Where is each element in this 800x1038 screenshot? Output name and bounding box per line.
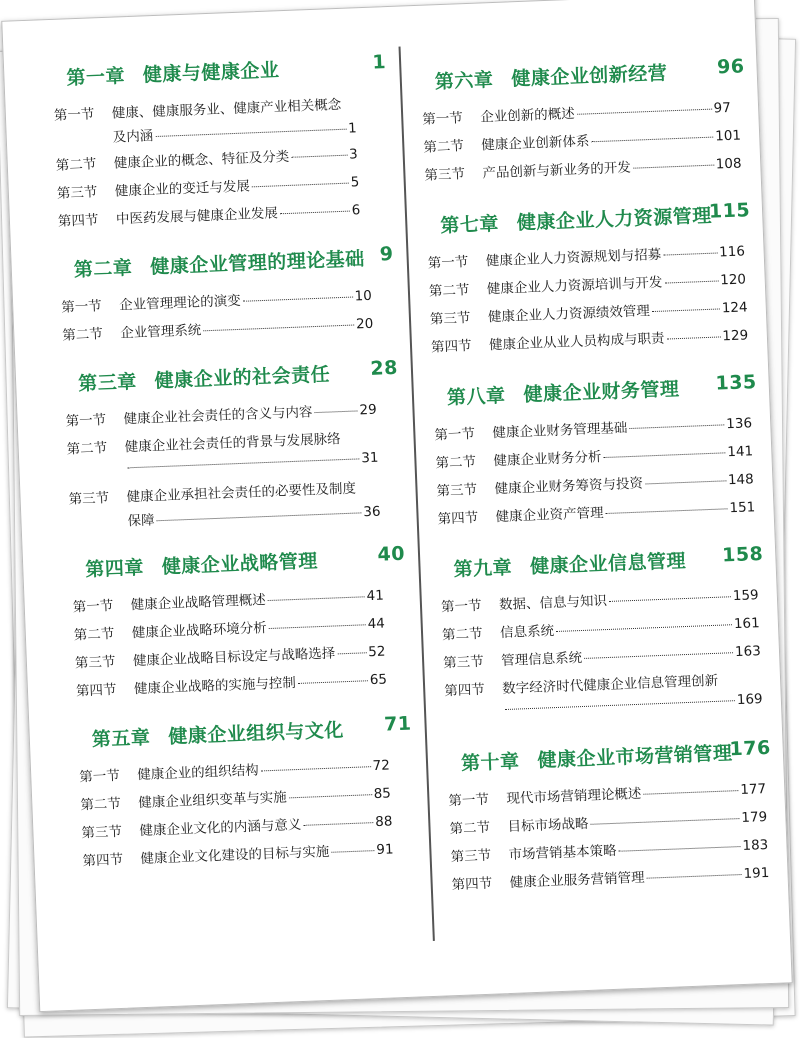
section-title: 现代市场营销理论概述: [506, 785, 642, 808]
leader-dots: [261, 766, 371, 771]
section-title: 企业创新的概述: [479, 105, 576, 126]
section-entry: [451, 861, 769, 893]
chapter-heading: [461, 737, 772, 776]
chapter-page-number: 176: [729, 736, 772, 761]
section-label: 第四节: [451, 875, 493, 894]
section-title: 健康企业文化建设的目标与实施: [140, 843, 330, 868]
section-page-number: 6: [351, 202, 361, 219]
section-entry: [442, 611, 760, 643]
section-page-number: 191: [743, 864, 770, 882]
section-title: 健康企业的组织结构: [136, 762, 260, 784]
section-title: 健康企业组织变革与实施: [138, 789, 288, 812]
section-entry-continued: [112, 116, 357, 145]
chapter-page-number: 115: [708, 199, 751, 223]
section-title: 健康企业的变迁与发展: [114, 178, 251, 200]
section-entry: [431, 323, 749, 355]
section-page-number: 159: [732, 587, 759, 605]
chapter-title: 健康企业组织与文化: [167, 719, 345, 748]
section-label: 第三节: [424, 166, 466, 184]
section-label: 第四节: [430, 338, 472, 356]
section-title: 健康、健康服务业、健康产业相关概念: [111, 96, 342, 122]
section-label: 第二节: [423, 138, 465, 156]
chapter-label: 第十章: [460, 750, 520, 775]
section-title: 健康企业创新体系: [481, 133, 590, 154]
chapter-page-number: 40: [377, 542, 406, 566]
chapter-heading: [66, 51, 387, 90]
section-title: 健康企业承担社会责任的必要性及制度: [126, 480, 357, 506]
section-title: 健康企业财务分析: [493, 449, 602, 470]
section-title: 健康企业战略管理概述: [130, 592, 266, 614]
section-title: 信息系统: [499, 623, 555, 642]
leader-dots: [629, 424, 724, 429]
leader-dots: [645, 480, 726, 484]
section-label: 第四节: [437, 509, 479, 528]
section-label: 第三节: [442, 653, 485, 672]
chapter-label: 第四章: [84, 556, 145, 582]
chapter-page-number: 158: [721, 542, 764, 567]
chapter-label: 第六章: [434, 68, 494, 94]
chapter-label: 第二章: [73, 256, 133, 282]
section-label: 第四节: [82, 851, 124, 870]
section-title: 产品创新与新业务的开发: [482, 159, 632, 182]
section-page-number: 88: [374, 813, 393, 831]
section-page-number: 163: [734, 643, 762, 661]
leader-dots: [664, 280, 718, 283]
section-title: 健康企业财务管理基础: [492, 420, 628, 442]
section-title: 健康企业文化的内涵与意义: [139, 816, 302, 840]
leader-dots: [666, 336, 720, 339]
section-title: 健康企业的概念、特征及分类: [113, 148, 290, 172]
section-page-number: 29: [359, 401, 377, 419]
section-page-number: 3: [348, 146, 359, 163]
leader-dots: [505, 700, 735, 710]
chapter-heading: [453, 543, 764, 582]
leader-dots: [252, 182, 349, 187]
leader-dots: [619, 846, 741, 852]
section-entry: [428, 267, 746, 299]
section-page-number: 1: [347, 120, 358, 137]
section-entry: [436, 467, 754, 499]
section-entry: [443, 639, 761, 671]
chapter-label: 第八章: [446, 384, 506, 409]
chapter-page-number: 9: [379, 242, 394, 266]
section-label: 第三节: [81, 823, 123, 842]
section-label: 第四节: [443, 681, 486, 700]
section-title: 健康企业社会责任的背景与发展脉络: [124, 431, 341, 456]
toc-left-column: [2, 7, 412, 870]
section-entry: [61, 284, 372, 316]
section-label: 第二节: [66, 440, 108, 458]
section-page-number: 183: [742, 837, 769, 854]
section-label: 第二节: [62, 326, 104, 344]
section-page-number: 120: [719, 271, 747, 289]
section-title: 健康企业社会责任的含义与内容: [123, 404, 313, 428]
chapter-heading: [85, 543, 406, 582]
leader-dots: [603, 452, 725, 458]
chapter-page-number: 96: [716, 55, 745, 79]
leader-dots: [298, 680, 368, 684]
section-page-number: 91: [376, 841, 394, 859]
section-title: 企业管理系统: [120, 322, 202, 342]
section-page-number: 65: [369, 671, 388, 689]
toc-page: [1, 0, 793, 1012]
section-entry: [72, 584, 384, 616]
section-label: 第三节: [436, 481, 478, 500]
chapter-heading: [440, 199, 751, 238]
chapter-label: 第七章: [440, 212, 500, 238]
section-entry: [80, 781, 391, 813]
toc-right-column: [402, 0, 772, 894]
section-label: 第三节: [429, 310, 471, 328]
section-label: 第二节: [441, 625, 483, 644]
leader-dots: [127, 458, 359, 468]
chapter-heading: [446, 371, 757, 410]
section-title: 管理信息系统: [500, 650, 583, 670]
section-label: 第一节: [53, 106, 95, 124]
section-page-number: 148: [727, 471, 754, 489]
chapter-heading: [434, 55, 745, 94]
section-title: 健康企业人力资源规划与招募: [485, 246, 662, 270]
leader-dots: [303, 822, 373, 826]
section-entry: [81, 809, 393, 841]
section-title: 市场营销基本策略: [508, 842, 617, 863]
leader-dots: [269, 624, 366, 629]
leader-dots: [643, 790, 738, 795]
leader-dots: [243, 296, 353, 301]
chapter-title: 健康企业人力资源管理: [516, 204, 713, 235]
section-label: 第一节: [72, 597, 114, 616]
section-label: 第一节: [79, 767, 121, 786]
chapter-label: 第五章: [91, 726, 151, 751]
leader-dots: [633, 164, 714, 168]
section-title: 中医药发展与健康企业发展: [115, 205, 279, 228]
section-entry: [430, 295, 748, 327]
section-entry: [441, 583, 759, 615]
section-title: 健康企业战略环境分析: [131, 620, 268, 642]
section-page-number: 101: [714, 127, 742, 145]
section-entry: [435, 439, 753, 471]
section-entry: [424, 152, 742, 184]
section-title: 健康企业战略目标设定与战略选择: [132, 645, 336, 670]
section-page-number: 31: [360, 449, 379, 467]
leader-dots: [203, 324, 354, 331]
section-label: 第二节: [73, 625, 115, 644]
section-page-number: 52: [367, 643, 386, 661]
chapter-title: 健康企业市场营销管理: [537, 742, 733, 772]
section-page-number: 151: [729, 499, 756, 517]
leader-dots: [609, 596, 731, 602]
section-entry: [449, 805, 767, 837]
section-entry: [82, 837, 394, 869]
leader-dots: [591, 136, 713, 142]
section-page-number: 161: [733, 615, 761, 633]
section-page-number: 129: [722, 327, 749, 345]
section-title: 健康企业战略的实施与控制: [133, 675, 297, 698]
section-label: 第三节: [74, 653, 116, 672]
chapter-page-number: 28: [369, 356, 399, 380]
leader-dots: [577, 108, 712, 114]
section-entry: [422, 96, 731, 128]
chapter-heading: [73, 243, 394, 282]
section-label: 第三节: [450, 847, 492, 866]
chapter-label: 第九章: [453, 556, 513, 581]
leader-dots: [584, 652, 733, 659]
leader-dots: [268, 596, 365, 601]
leader-dots: [289, 794, 372, 798]
section-page-number: 124: [721, 299, 748, 317]
section-entry: [73, 612, 385, 644]
chapter-heading: [91, 713, 412, 752]
section-title: 数据、信息与知识: [498, 593, 608, 614]
chapter-title: 健康企业创新经营: [510, 62, 668, 91]
section-label: 第一节: [65, 412, 107, 430]
leader-dots: [314, 410, 357, 413]
section-page-number: 44: [367, 615, 386, 633]
chapter-label: 第一章: [66, 65, 126, 90]
chapter-label: 第三章: [77, 370, 138, 396]
section-label: 第一节: [427, 254, 469, 272]
leader-dots: [647, 874, 742, 879]
section-title: 健康企业服务营销管理: [509, 869, 645, 891]
section-label: 第二节: [435, 453, 477, 472]
chapter-title: 健康企业管理的理论基础: [149, 248, 366, 279]
section-title: 企业管理理论的演变: [118, 292, 241, 314]
leader-dots: [280, 210, 350, 214]
section-entry: [62, 312, 374, 344]
section-label: 第三节: [56, 184, 98, 202]
section-label: 第一节: [440, 597, 482, 616]
leader-dots: [157, 512, 362, 521]
leader-dots: [291, 154, 347, 157]
chapter-title: 健康企业战略管理: [161, 550, 319, 579]
chapter-heading: [78, 357, 399, 396]
section-page-number: 5: [350, 174, 360, 191]
section-title: 健康企业资产管理: [495, 505, 604, 526]
chapter-page-number: 135: [715, 371, 758, 395]
section-entry: [79, 753, 390, 785]
section-entry: [65, 398, 377, 430]
section-page-number: 108: [715, 155, 742, 173]
section-page-number: 97: [713, 99, 732, 117]
section-entry: [55, 142, 358, 174]
leader-dots: [606, 508, 728, 514]
section-label: 第四节: [75, 681, 117, 700]
section-label: 第三节: [68, 490, 110, 508]
chapter-page-number: 1: [371, 51, 387, 74]
chapter-page-number: 71: [383, 712, 412, 736]
section-page-number: 85: [373, 785, 392, 803]
section-page-number: 20: [355, 315, 374, 333]
leader-dots: [556, 624, 732, 632]
section-label: 第四节: [57, 212, 99, 230]
chapter-title: 健康企业信息管理: [529, 549, 687, 578]
section-entry-continued: [127, 500, 381, 530]
section-label: 第一节: [422, 110, 464, 128]
section-entry: [56, 170, 359, 202]
leader-dots: [663, 252, 717, 255]
leader-dots: [590, 818, 739, 825]
section-entry: [75, 640, 386, 672]
leader-dots: [155, 128, 346, 136]
section-title: 健康企业从业人员构成与职责: [488, 330, 665, 354]
section-page-number: 10: [354, 287, 373, 305]
section-title-continued: 保障: [127, 512, 155, 530]
leader-dots: [331, 850, 374, 853]
section-label: 第一节: [60, 298, 103, 316]
section-title: 健康企业人力资源培训与开发: [486, 274, 663, 298]
section-page-number: 116: [718, 243, 746, 261]
section-entry: [450, 833, 768, 865]
section-entry: [76, 668, 388, 700]
section-page-number: 72: [372, 757, 391, 775]
section-label: 第一节: [448, 791, 490, 810]
section-page-number: 179: [741, 809, 768, 827]
section-label: 第二节: [55, 156, 97, 174]
chapter-title: 健康与健康企业: [142, 59, 280, 87]
chapter-title: 健康企业的社会责任: [154, 363, 331, 393]
chapter-title: 健康企业财务管理: [523, 378, 680, 407]
leader-dots: [652, 308, 720, 312]
section-label: 第二节: [449, 819, 491, 838]
section-page-number: 169: [736, 691, 763, 709]
section-page-number: 41: [366, 587, 385, 605]
section-label: 第一节: [434, 425, 476, 444]
leader-dots: [337, 652, 366, 654]
section-title-continued: 及内涵: [112, 128, 154, 146]
section-title: 健康企业财务筹资与投资: [494, 475, 644, 498]
section-page-number: 141: [727, 443, 754, 461]
section-entry: [437, 495, 755, 527]
section-title: 目标市场战略: [507, 815, 589, 835]
section-page-number: 36: [363, 503, 381, 521]
section-page-number: 177: [740, 781, 767, 799]
section-entry: [423, 124, 741, 156]
section-entry: [434, 411, 752, 443]
section-label: 第二节: [428, 282, 470, 300]
section-label: 第二节: [80, 795, 122, 814]
section-entry: [58, 198, 361, 230]
section-entry: [448, 777, 766, 809]
section-title: 数字经济时代健康企业信息管理创新: [501, 672, 719, 698]
section-page-number: 136: [725, 415, 753, 433]
section-title: 健康企业人力资源绩效管理: [487, 303, 651, 326]
section-entry: [427, 239, 745, 271]
